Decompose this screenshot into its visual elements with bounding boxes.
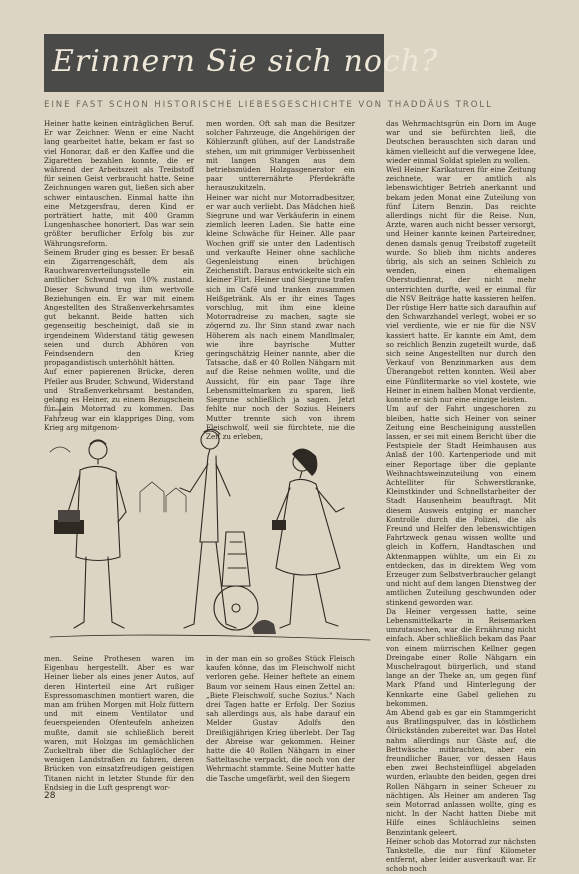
- sketch-illustration: [40, 392, 380, 654]
- text-column-3: [386, 119, 536, 874]
- paragraph: Heiner hatte keinen einträglichen Beruf. Er war Zeichner. Wenn er eine Nacht lang gearbeitet hatte, bekam er fast so viel Honorar, daß er den Kaffee und die Zigaretten bezahlen konnte, die er während der Arbeitszeit als Treibstoff für seinen Geist verbraucht hatte. Seine Zeichnungen waren gut, ließen sich aber schwer eintauschen. Einmal hatte ihn eine Metzgersfrau, deren Kind er porträtiert hatte, mit 400 Gramm Lungenhaschee honoriert. Das war sein größter beruflicher Erfolg bis zur Währungsreform.: [44, 119, 194, 248]
- text-column-1-continued: [44, 654, 194, 792]
- paragraph: Heiner war nicht nur Motorradbesitzer, er war auch verliebt. Das Mädchen hieß Siegrune und war Verkäuferin in einem ziemlich leeren Laden. Sie hatte eine kleine Schwäche für Heiner. Alle paar Wochen griff sie unter den Ladentisch und verkaufte Heiner ohne sachliche Gegenleistung einen brüchigen Zeichenstift. Daraus entwickelte sich ein kleiner Flirt. Heiner und Siegrune trafen sich im Café und tranken zusammen Heißgetränk. Als er ihr eines Tages vorschlug, mit ihm eine kleine Motorradreise zu machen, sagte sie zögernd zu. Ihr Sinn stand zwar nach Höherem als nach einem Mandlmaler, wie ihre bayrische Mutter geringschätzig Heiner nannte, aber die Tatsache, daß er 40 Rollen Nähgarn mit auf die Reise nehmen wollte, und die Aussicht, für ein paar Tage ihre Lebensmittelmarken zu sparen, ließ Siegrune schließlich ja sagen. Jetzt fehlte nur noch der Sozius. Heiners Mutter trennte sich von ihrem Fleischwolf, weil sie fürchtete, nie die Zeit zu erleben,: [206, 192, 355, 441]
- paragraph: Am Abend gab es gar ein Stammgericht aus Bratlingspulver, das in köstlichem Ölrückständen zubereitet war. Das Hotel nahm allerdings nur Gäste auf, die Bettwäsche mitbrachten, aber ein freundlicher Bauer, vor dessen Haus eben zwei Bechsteinflügel abgeladen wurden, erlaubte den beiden, gegen drei Rollen Nähgarn in seiner Scheuer zu nächtigen. Als Heiner am anderen Tag sein Motorrad anlassen wollte, ging es nicht. In der Nacht hatten Diebe mit Hilfe eines Schläuchleins seinen Benzintank geleert.: [386, 708, 536, 837]
- paragraph: Weil Heiner Karikaturen für eine Zeitung zeichnete, war er amtlich als lebenswichtiger Betrieb anerkannt und bekam jeden Monat eine Zuteilung von fünf Litern Benzin. Das reichte allerdings nicht für die Reise. Nun, Arzte, waren auch nicht besser versorgt, und Heiner kannte keinen Parteiredner, denen damals genug Treibstoff zugeteilt wurde. So blieb ihm nichts anderes übrig, als sich an seinen Schleich zu wenden, einen ehemaligen Oberstudienrat, der nicht mehr unterrichten durfte, weil er einmal für die NSV Beiträge hatte kassieren helfen. Der rüstige Herr hatte sich daraufhin auf den Schwarzhandel verlegt, wobei er so viel verdiente, wie er nie für die NSV kassiert hatte. Er kannte ein Amt, dem so reichlich Benzin zugeteilt wurde, daß sich seine Angestellten nur durch den Verkauf von Benzinmarken aus dem Überangebot retten konnten. Weil aber eine Fünflitermarke so viel kostete, wie Heiner in einem halben Monat verdiente, konnte er sich nur eine einzige leisten.: [386, 165, 536, 405]
- article-subtitle: EINE FAST SCHON HISTORISCHE LIEBESGESCHICHTE VON THADDÄUS TROLL: [44, 100, 493, 110]
- paragraph: das Wehrmachtsgrün ein Dorn im Auge war und sie befürchten ließ, die Deutschen berauschten sich daran und kämen vielleicht auf die verwegene Idee, wieder einmal Soldat spielen zu wollen.: [386, 119, 536, 165]
- text-column-1: [44, 119, 194, 432]
- paragraph: Auf einer papierenen Brücke, deren Pfeiler aus Bruder, Schwund, Widerstand und Straßenverkehrsamt bestanden, gelang es Heiner, zu einem Bezugschein für ein Motorrad zu kommen. Das Fahrzeug war ein klappriges Ding, vom Krieg arg mitgenom-: [44, 367, 194, 432]
- paragraph: in der man ein so großes Stück Fleisch kaufen könne, das im Fleischwolf nicht verloren gehe. Heiner heftete an einem Baum vor seinem Haus einen Zettel an: „Biete Fleischwolf, suche Sozius." Nach drei Tagen hatte er Erfolg. Der Sozius sah allerdings aus, als habe darauf ein Melder Gustav Adolfs den Dreißigjährigen Krieg überlebt. Der Tag der Abreise war gekommen. Heiner hatte die 40 Rollen Nähgarn in einer Satteltasche verpackt, die noch von der Wehrmacht stammte. Seine Mutter hatte die Tasche umgefärbt, weil den Siegern: [206, 654, 355, 783]
- text-column-2-continued: [206, 654, 355, 786]
- paragraph: men worden. Oft sah man die Besitzer solcher Fahrzeuge, die Angehörigen der Köhlerzunft glühen, auf der Landstraße stehen, um mit grimmiger Verbissenheit mit langen Stangen aus dem betriebsmüden Holzgasgenerator ein paar untterernährte Pferdekräfte herauszukitzeln.: [206, 119, 355, 193]
- page-number: 28: [44, 791, 56, 801]
- paragraph: Heiner schob das Motorrad zur nächsten Tankstelle, die nur fünf Kilometer entfernt, aber leider ausverkauft war. Er schob noch: [386, 836, 536, 874]
- text-column-2: [206, 119, 355, 441]
- title-banner: [44, 34, 439, 92]
- paragraph: men. Seine Prothesen waren im Eigenbau hergestellt. Aber es war Heiner lieber als eines jener Autos, auf deren Hinterteil eine Art rußiger Espressomaschinen montiert waren, die man am frühen Morgen mit Holz füttern und mit einem Ventilator und feuerspeienden Ofenteufeln anheizen mußte, damit sie schließlich bereit waren, mit Holzgas im gemächlichen Zuckeltrab über die Schlaglöcher der wenigen Landstraßen zu fahren, deren Brücken von einsatzfreudigen geistigen Titanen nicht in letzter Stunde für den Endsieg in die Luft gesprengt wor-: [44, 654, 194, 792]
- page-title: Erinnern Sie sich noch?: [52, 44, 439, 79]
- paragraph: Um auf der Fahrt ungeschoren zu bleiben, hatte sich Heiner von seiner Zeitung eine Bescheinigung ausstellen lassen, er sei mit einem Bericht über die Festspiele der Stadt Heimhausen aus Anlaß der 100. Kartenperiode und mit einer Reportage über die geplante Weihnachtsweinzuteilung von einem Achtelliter für Schwerstkranke, Kleinstkinder und Schnellstarbeiter der Stadt Hausenheim beauftragt. Mit diesem Ausweis entging er mancher Kontrolle durch die Polizei, die als Freund und Helfer den lebenswichtigen Fahrtzweck genau wissen wollte und gleich in Koffern, Handtaschen und Aktenmappen wühlte, um ein Ei zu entdecken, das in direktem Weg vom Erzeuger zum Selbstverbraucher gelangt und nicht auf dem langen Dienstweg der amtlichen Zuteilung geschwunden oder stinkend geworden war.: [386, 404, 536, 607]
- paragraph: Da Heiner vergessen hatte, seine Lebensmittelkarte in Reisemarken umzutauschen, war die Ernährung nicht einfach. Aber schließlich bekam das Paar von einem mürrischen Kellner gegen Dreingabe einer Rolle Nähgarn ein Muschelragout bürgerlich, und stand lange an der Theke an, um gegen fünf Mark Pfand und Hinterlegung der Kennkarte eine Gabel geliehen zu bekommen.: [386, 606, 536, 708]
- paragraph: Seinem Bruder ging es besser. Er besaß ein Zigarrengeschäft, dem als Rauchwarenverteilungsstelle ein amtlicher Schwund von 10% zustand. Dieser Schwund trug ihm wertvolle Beziehungen ein. Er war mit einem Angestellten des Straßenverkehrsamtes gut bekannt. Beide hatten sich gegenseitig bescheinigt, daß sie in irgendeinem Widerstand tätig gewesen seien und durch Abhören von Feindsendern den Krieg propagandistisch unterhöhlt hätten.: [44, 247, 194, 368]
